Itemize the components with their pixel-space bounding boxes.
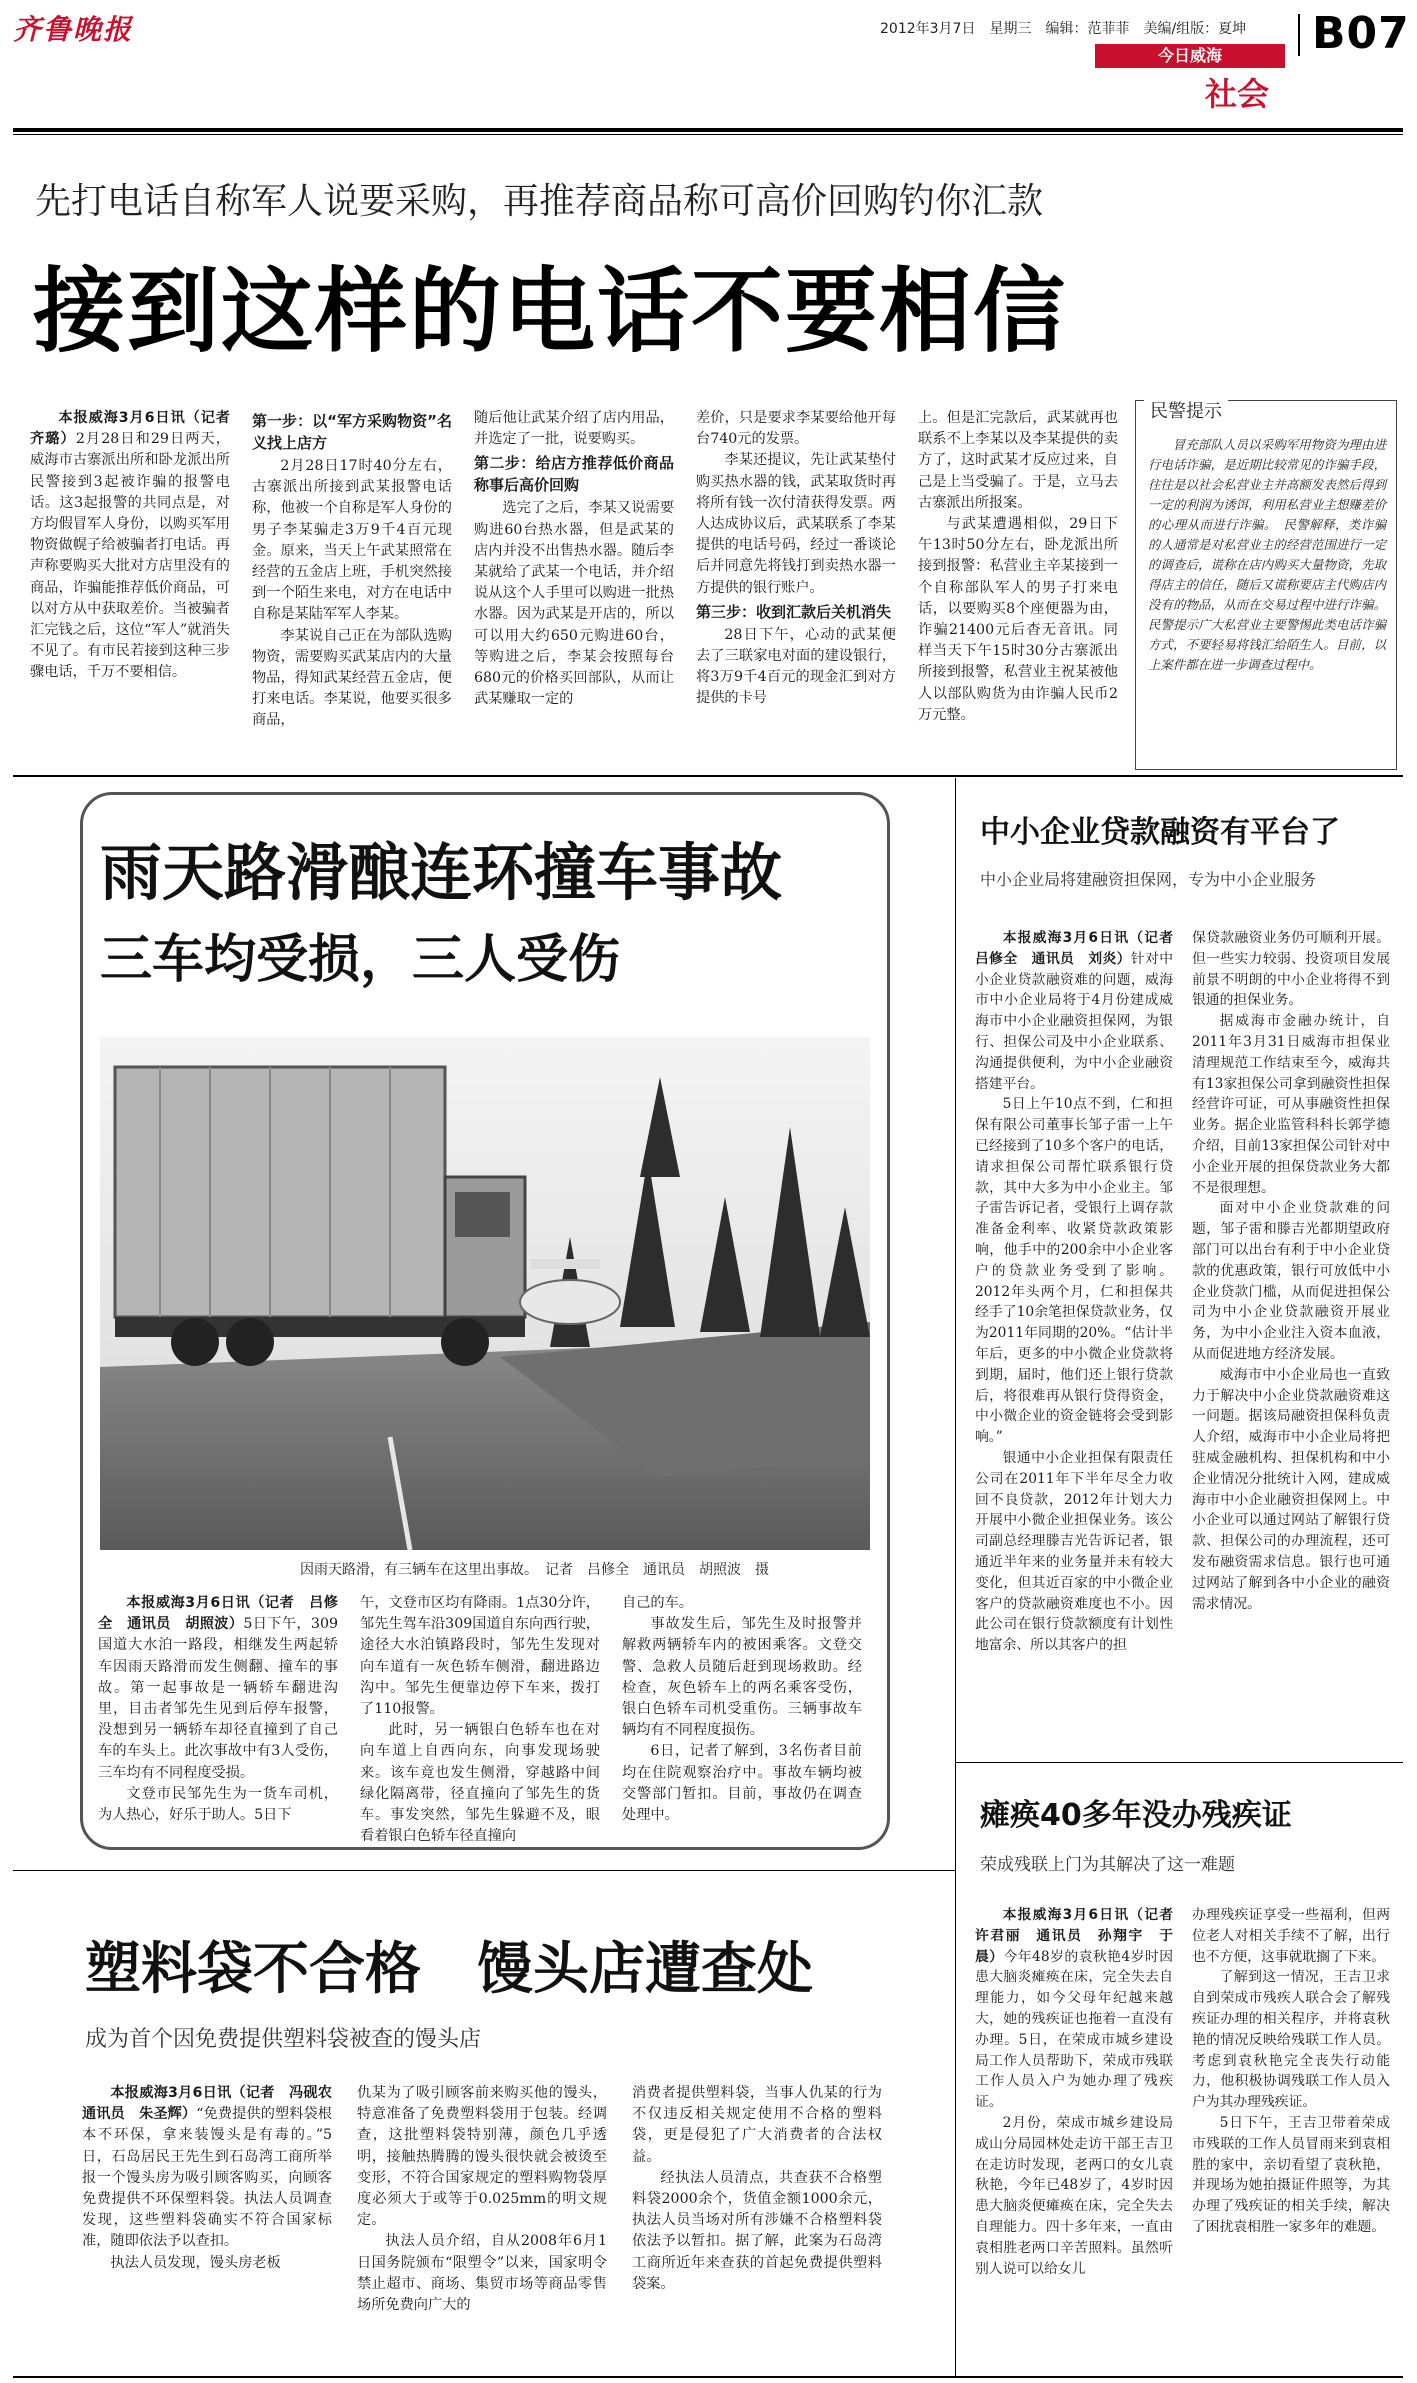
section-tag: 今日威海 bbox=[1095, 44, 1285, 68]
photo-caption: 因雨天路滑，有三辆车在这里出事故。 记者 吕修全 通讯员 胡照波 摄 bbox=[300, 1562, 769, 1578]
warning-body: 冒充部队人员以采购军用物资为理由进行电话诈骗，是近期比较常见的诈骗手段，往往是以社会私营业主并高额发表然后得到一定的利润为诱饵，利用私营业主想赚差价的心理从而进行诈骗。 民警解释，类诈骗的人通常是对私营业主的经营范围进行一定的调查后，谎称在店内购买大量物资，先取得店主的信任，随后又谎称要店主代购店内没有的物品，从而在交易过程中进行诈骗。民警提示广大私营业主要警惕此类电话诈骗方式，不要轻易将钱汇给陌生人。目前，以上案件都在进一步调查过程中。 bbox=[1148, 437, 1386, 672]
story1-col5 bbox=[918, 408, 1118, 726]
story1-text-8: 28日下午，心动的武某便去了三联家电对面的建设银行，将3万9千4百元的现金汇到对方提供的卡号 bbox=[696, 626, 896, 707]
story2-body bbox=[98, 1593, 874, 1845]
story1-text-2: 2月28日17时40分左右，古寨派出所接到武某报警电话称，他被一个自称是军人身份的男子李某骗走3万9千4百元现金。原来，当天上午武某照常在经营的五金店上班，手机突然接到一个陌生来电，对方在电话中自称是某陆军军人李某。 bbox=[252, 458, 452, 623]
story4-text-2: 5日上午10点不到，仁和担保有限公司董事长邹子雷一上午已经接到了10多个客户的电话，请求担保公司帮忙联系银行贷款，其中大多为中小企业主。邹子雷告诉记者，受银行上调存款准备金利率、收紧贷款政策影响，他手中的200余中小企业客户的贷款业务受到了影响。2012年头两个月，仁和担保共经手了10余笔担保贷款业务，仅为2011年同期的20%。“估计半年后，更多的中小微企业贷款将到期，届时，他们还上银行贷款后，将很难再从银行贷得资金，中小微企业的资金链将会受到影响。” bbox=[975, 1096, 1173, 1446]
story3-text-5: 消费者提供塑料袋，当事人仇某的行为不仅违反相关规定使用不合格的塑料袋，更是侵犯了广大消费者的合法权益。 bbox=[632, 2085, 882, 2165]
story2-headline-2: 三车均受损，三人受伤 bbox=[100, 930, 621, 990]
story3-text-2: 执法人员发现，馒头房老板 bbox=[110, 2254, 281, 2271]
top-rule-thin bbox=[13, 134, 1403, 135]
story1-col1 bbox=[30, 408, 245, 684]
story4-bottom-rule bbox=[956, 1762, 1403, 1763]
story1-bottom-rule bbox=[13, 775, 1403, 777]
warning-title: 民警提示 bbox=[1144, 399, 1228, 425]
story2-headline-1: 雨天路滑酿连环撞车事故 bbox=[100, 836, 783, 909]
masthead-divider bbox=[1298, 14, 1300, 56]
story1-text-3: 李某说自己正在为部队选购物资，需要购买武某店内的大量物品，得知武某经营五金店，便打来电话。李某说，他要买很多商品， bbox=[252, 627, 452, 729]
story5-text-1: 今年48岁的袁秋艳4岁时因患大脑炎瘫痪在床，完全失去自理能力，如今父母年纪越来越大，她的残疾证也拖着一直没有办理。5日，在荣成市城乡建设局工作人员帮助下，荣成市残联工作人员入户为她办理了残疾证。 bbox=[975, 1948, 1173, 2111]
story2-col2 bbox=[360, 1593, 600, 1847]
column-divider bbox=[955, 778, 956, 2376]
story1-col4 bbox=[696, 408, 896, 710]
story3-col2 bbox=[357, 2083, 607, 2316]
story3-subhead: 成为首个因免费提供塑料袋被查的馒头店 bbox=[85, 2027, 482, 2052]
story3-text-1: “免费提供的塑料袋根本不环保，拿来装馒头是有毒的。”5日，石岛居民王先生到石岛湾工商所举报一个馒头房为吸引顾客购买，向顾客免费提供不环保塑料袋。执法人员调查发现，这些塑料袋确实不符合国家标准，随即依法予以查扣。 bbox=[82, 2106, 332, 2250]
section-name: 社会 bbox=[1205, 75, 1270, 113]
story4-body bbox=[975, 928, 1390, 1763]
accident-scene bbox=[100, 1037, 870, 1550]
story5-text-2: 2月份，荣成市城乡建设局成山分局园林处走访干部王吉卫在走访时发现，老两口的女儿袁秋艳，今年已48岁了，4岁时因患大脑炎便瘫痪在床，完全失去自理能力。四十多年来，一直由袁相胜老两口辛苦照料。虽然听别人说可以给女儿 bbox=[975, 2114, 1173, 2277]
story4-byline: 本报威海3月6日讯（记者 吕修全 通讯员 刘炎） bbox=[975, 930, 1187, 967]
story2-text-5: 自己的车。 bbox=[622, 1595, 693, 1611]
story3-text-3: 仇某为了吸引顾客前来购买他的馒头，特意准备了免费塑料袋用于包装。经调查，这批塑料袋特别薄，颜色几乎透明，接触热腾腾的馒头很快就会被烫至变形，不符合国家规定的塑料购物袋厚度必须大于或等于0.025mm的明文规定。 bbox=[357, 2085, 607, 2229]
story5-headline: 瘫痪40多年没办残疾证 bbox=[980, 1798, 1292, 1833]
story5-text-3: 办理残疾证享受一些福利，但两位老人对相关手续不了解，出行也不方便，这事就耽搁了下来。 bbox=[1192, 1907, 1390, 1965]
story1-text-10: 与武某遭遇相似，29日下午13时50分左右，卧龙派出所接到报警：私营业主辛某接到一个自称部队军人的男子打来电话，以要购买8个座便器为由，诈骗21400元后杳无音讯。同样当天下午15时30分古寨派出所接到报警，私营业主祝某被他人以部队购货为由诈骗人民币2万元整。 bbox=[918, 516, 1118, 723]
story3-headline: 塑料袋不合格 馒头店遭查处 bbox=[85, 1937, 813, 2002]
story1-col2 bbox=[252, 408, 452, 732]
story2-bottom-rule bbox=[13, 1870, 956, 1871]
story1-text-4: 随后他让武某介绍了店内用品，并选定了一批，说要购买。 bbox=[474, 410, 674, 448]
story1-step2-title: 第二步：给店方推荐低价商品称事后高价回购 bbox=[474, 454, 674, 495]
story1-headline: 接到这样的电话不要相信 bbox=[33, 258, 1068, 365]
story3-body bbox=[82, 2083, 912, 2373]
story3-text-6: 经执法人员清点，共查获不合格塑料袋2000余个，货值金额1000余元，执法人员当场对所有涉嫌不合格塑料袋依法予以暂扣。据了解，此案为石岛湾工商所近年来查获的首起免费提供塑料袋案。 bbox=[632, 2169, 882, 2292]
story4-text-6: 面对中小企业贷款难的问题，邹子雷和滕吉光都期望政府部门可以出台有利于中小企业贷款的优惠政策，银行可放低中小企业贷款门槛，从而促进担保公司为中小企业贷款融资开展业务，为中小企业注入资本血液，从而促进地方经济发展。 bbox=[1192, 1200, 1390, 1362]
bottom-rule bbox=[13, 2376, 1403, 2378]
story4-col1 bbox=[975, 928, 1187, 1656]
story2-text-7: 6日，记者了解到，3名伤者目前均在住院观察治疗中。事故车辆均被交警部门暂扣。目前，事故仍在调查处理中。 bbox=[622, 1743, 862, 1824]
story4-text-7: 威海市中小企业局也一直致力于解决中小企业贷款融资难这一问题。据该局融资担保科负责人介绍，威海市中小企业局将把驻威金融机构、担保机构和中小企业情况分批统计入网，建成威海市中小企业融资担保网上。中小企业可以通过网站了解银行贷款、担保公司的办理流程，还可发布融资需求信息。银行也可通过网站了解到各中小企业的融资需求情况。 bbox=[1192, 1366, 1390, 1612]
story1-col3 bbox=[474, 408, 674, 710]
story4-col2 bbox=[1192, 928, 1390, 1614]
paper-logo: 齐鲁晚报 bbox=[13, 13, 134, 46]
date-line: 2012年3月7日 星期三 编辑：范菲菲 美编/组版：夏坤 bbox=[880, 21, 1247, 37]
story4-text-1: 针对中小企业贷款融资难的问题，威海市中小企业局将于4月份建成威海市中小企业融资担保网，为银行、担保公司及中小企业联系、沟通提供便利，为中小企业融资搭建平台。 bbox=[975, 950, 1174, 1092]
story1-step3-title: 第三步：收到汇款后关机消失 bbox=[696, 602, 892, 621]
story3-byline: 本报威海3月6日讯（记者 冯砚农 通讯员 朱圣辉） bbox=[82, 2085, 347, 2123]
story2-text-3: 午，文登市区均有降雨。1点30分许，邹先生驾车沿309国道自东向西行驶，途径大水泊镇路段时，邹先生发现对向车道有一灰色轿车侧滑，翻进路边沟中。邹先生便靠边停下车来，拨打了110报警。 bbox=[360, 1595, 600, 1718]
story2-text-4: 此时，另一辆银白色轿车也在对向车道上自西向东，向事发现场驶来。该车竟也发生侧滑，穿越路中间绿化隔离带，径直撞向了邹先生的货车。事发突然，邹先生躲避不及，眼看着银白色轿车径直撞向 bbox=[360, 1722, 600, 1845]
story3-col1 bbox=[82, 2083, 347, 2274]
story5-col2 bbox=[1192, 1905, 1390, 2238]
story3-text-4: 执法人员介绍，自从2008年6月1日国务院颁布“限塑令”以来，国家明令禁止超市、商场、集贸市场等商品零售场所免费向广大的 bbox=[357, 2233, 607, 2314]
story5-byline: 本报威海3月6日讯（记者 许君丽 通讯员 孙翔宇 于晨） bbox=[975, 1907, 1187, 1965]
story2-byline: 本报威海3月6日讯（记者 吕修全 通讯员 胡照波） bbox=[98, 1595, 338, 1633]
story1-body bbox=[30, 408, 1130, 768]
story5-text-4: 了解到这一情况，王吉卫求自到荣成市残疾人联合会了解残疾证办理的相关程序，并将袁秋艳的情况反映给残联工作人员。考虑到袁秋艳完全丧失行动能力，他积极协调残联工作人员入户为其办理残疾证。 bbox=[1192, 1969, 1390, 2111]
warning-box bbox=[1135, 400, 1397, 770]
story2-col3 bbox=[622, 1593, 862, 1826]
story1-byline: 本报威海3月6日讯（记者 齐璐） bbox=[30, 410, 245, 448]
story2-text-2: 文登市民邹先生为一货车司机，为人热心，好乐于助人。5日下 bbox=[98, 1785, 338, 1824]
page-number: B07 bbox=[1312, 8, 1410, 59]
story4-text-3: 银通中小企业担保有限责任公司在2011年下半年尽全力收回不良贷款，2012年计划大力开展中小微企业担保业务。该公司副总经理滕吉光告诉记者，银通近半年来的业务量并未有较大变化，但其近百家的中小微企业客户的贷款融资难度也不小。因此公司在银行贷款额度有计划性地富余、所以其客户的担 bbox=[975, 1449, 1173, 1654]
story1-kicker: 先打电话自称军人说要采购，再推荐商品称可高价回购钓你汇款 bbox=[35, 181, 1044, 222]
story2-col1 bbox=[98, 1593, 338, 1826]
accident-photo bbox=[100, 1037, 870, 1550]
story2-text-1: 5日下午，309国道大水泊一路段，相继发生两起轿车因雨天路滑而发生侧翻、撞车的事故。第一起事故是一辆轿车翻进沟里，目击者邹先生见到后停车报警，没想到另一辆轿车却径直撞到了自己车的车头上。此次事故中有3人受伤，三车均有不同程度受损。 bbox=[98, 1616, 338, 1781]
story1-text-5: 选完了之后，李某又说需要购进60台热水器，但是武某的店内并没不出售热水器。随后李某就给了武某一个电话，并介绍说从这个人手里可以购进一批热水器。因为武某是开店的，所以可以用大约650元购进60台，等购进之后，李某会按照每台680元的价格买回部队，从而让武某赚取一定的 bbox=[474, 500, 674, 708]
story1-step1-title: 第一步：以“军方采购物资”名义找上店方 bbox=[252, 412, 452, 452]
story5-col1 bbox=[975, 1905, 1187, 2279]
story4-headline: 中小企业贷款融资有平台了 bbox=[980, 815, 1340, 850]
story2-text-6: 事故发生后，邹先生及时报警并解救两辆轿车内的被困乘客。文登交警、急救人员随后赶到现场救助。经检查，灰色轿车上的两名乘客受伤，银白色轿车司机受重伤。三辆事故车辆均有不同程度损伤。 bbox=[622, 1616, 862, 1739]
story1-text-9: 上。但是汇完款后，武某就再也联系不上李某以及李某提供的卖方了，这时武某才反应过来，自己是上当受骗了。于是，立马去古寨派出所报案。 bbox=[918, 410, 1118, 511]
story4-subhead: 中小企业局将建融资担保网，专为中小企业服务 bbox=[980, 870, 1317, 889]
story4-text-4: 保贷款融资业务仍可顺利开展。但一些实力较弱、投资项目发展前景不明朗的中小企业将得不到银通的担保业务。 bbox=[1192, 930, 1390, 1009]
story1-text-6: 差价，只是要求李某要给他开每台740元的发票。 bbox=[696, 410, 896, 448]
story1-text-7: 李某还提议，先让武某垫付购买热水器的钱，武某取货时再将所有钱一次付清获得发票。两人达成协议后，武某联系了李某提供的电话号码，经过一番谈论后并同意先将钱打到卖热水器一方提供的银行账户。 bbox=[696, 452, 896, 596]
story5-subhead: 荣成残联上门为其解决了这一难题 bbox=[980, 1855, 1235, 1875]
story5-body bbox=[975, 1905, 1390, 2375]
story3-col3 bbox=[632, 2083, 882, 2295]
story1-text-1: 2月28日和29日两天，威海市古寨派出所和卧龙派出所民警接到3起被诈骗的报警电话。这3起报警的共同点是，对方均假冒军人身份，以购买军用物资做幌子给被骗者打电话。再声称要购买大批对方店里没有的商品，诈骗能推荐低价商品，可以对方从中获取差价。当被骗者汇完钱之后，这位“军人”就消失不见了。有市民若接到这种三步骤电话，千万不要相信。 bbox=[30, 431, 230, 681]
story5-text-5: 5日下午，王吉卫带着荣成市残联的工作人员冒雨来到袁相胜的家中，亲切看望了袁秋艳，并现场为她拍摄证件照等，为其办理了残疾证的相关手续，解决了困扰袁相胜一家多年的难题。 bbox=[1192, 2114, 1390, 2235]
story4-text-5: 据威海市金融办统计，自2011年3月31日威海市担保业清理规范工作结束至今，威海共有13家担保公司拿到融资性担保经营许可证，可从事融资性担保业务。据企业监管科科长郭学德介绍，目前13家担保公司针对中小企业开展的担保贷款业务大都不是很理想。 bbox=[1192, 1013, 1390, 1196]
top-rule bbox=[13, 128, 1403, 132]
